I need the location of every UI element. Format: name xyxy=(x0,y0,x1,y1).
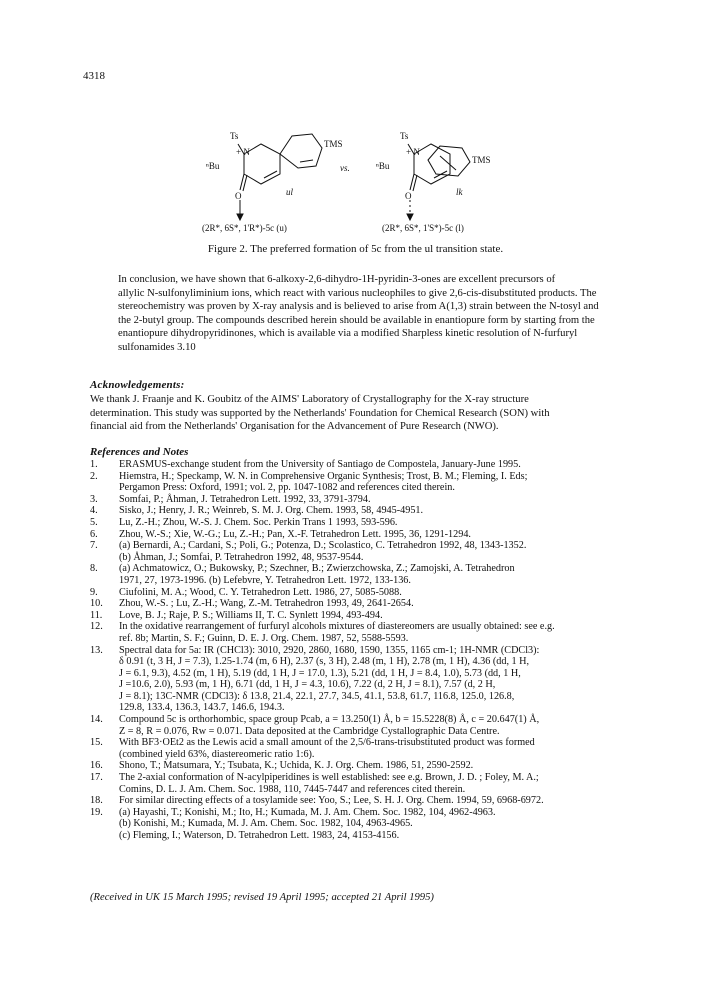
reference-line: Pergamon Press: Oxford, 1991; vol. 2, pp. 1047-1082 and references cited therein. xyxy=(119,482,455,494)
reference-text xyxy=(119,737,650,760)
reference-number: 9. xyxy=(90,586,98,598)
reference-line: ref. 8b; Martin, S. F.; Guinn, D. E. J. Org. Chem. 1987, 52, 5588-5593. xyxy=(119,632,409,644)
reference-item xyxy=(90,494,650,506)
reference-item xyxy=(90,598,650,610)
reference-text xyxy=(119,714,650,737)
reference-item xyxy=(90,795,650,807)
conclusion-line: enantiopure dihydropyridinones, which is available via a modified Sharpless kinetic resolution of N-furfuryl xyxy=(118,328,578,340)
reference-item xyxy=(90,714,650,737)
reference-text xyxy=(119,494,650,506)
figure-2-scheme xyxy=(200,116,530,236)
reference-line: Somfai, P.; Åhman, J. Tetrahedron Lett. 1992, 33, 3791-3794. xyxy=(119,493,371,505)
reference-line: 1971, 27, 1973-1996. (b) Lefebvre, Y. Tetrahedron Lett. 1972, 133-136. xyxy=(119,574,411,586)
reference-number: 3. xyxy=(90,493,98,505)
reference-text xyxy=(119,772,650,795)
reference-text xyxy=(119,505,650,517)
reference-number: 1. xyxy=(90,459,98,470)
reference-line: ERASMUS-exchange student from the University of Santiago de Compostela, January-June 1995. xyxy=(119,459,521,470)
reference-line: (a) Hayashi, T.; Konishi, M.; Ito, H.; Kumada, M. J. Am. Chem. Soc. 1982, 104, 4962-4963. xyxy=(119,806,496,818)
left-product-label: (2R*, 6S*, 1'R*)-5c (u) xyxy=(202,223,287,233)
page-number: 4318 xyxy=(83,70,105,82)
reference-item xyxy=(90,772,650,795)
acknowledgements-line: determination. This study was supported by the Netherlands' Foundation for Chemical Research (SON) with xyxy=(90,407,550,419)
reference-number: 16. xyxy=(90,760,103,772)
reference-line: Ciufolini, M. A.; Wood, C. Y. Tetrahedron Lett. 1986, 27, 5085-5088. xyxy=(119,586,402,598)
conclusion-line: stereochemistry was proven by X-ray analysis and is believed to arise from A(1,3) strain between the N-tosyl and xyxy=(118,301,599,313)
reference-text xyxy=(119,807,650,842)
reference-line: For similar directing effects of a tosylamide see: Yoo, S.; Lee, S. H. J. Org. Chem. 1994, 59, 6968-6972. xyxy=(119,795,544,807)
versus-label: vs. xyxy=(340,163,350,173)
right-tms-label: TMS xyxy=(472,155,491,165)
references-heading: References and Notes xyxy=(90,446,189,458)
reference-line: δ 0.91 (t, 3 H, J = 7.3), 1.25-1.74 (m, 6 H), 2.37 (s, 3 H), 2.48 (m, 1 H), 2.78 (m, 1 H), 4.36 (dd, 1 H, xyxy=(119,656,530,668)
reference-line: (combined yield 63%, diastereomeric ratio 1:6). xyxy=(119,748,315,760)
reference-line: (b) Åhman, J.; Somfai, P. Tetrahedron 1992, 48, 9537-9544. xyxy=(119,551,364,563)
reference-line: The 2-axial conformation of N-acylpiperidines is well established: see e.g. Brown, J. D. ; Foley, M. A.; xyxy=(119,772,539,784)
left-cyclohexene-ring xyxy=(280,134,322,168)
reference-line: Lu, Z.-H.; Zhou, W.-S. J. Chem. Soc. Perkin Trans 1 1993, 593-596. xyxy=(119,516,398,528)
reference-line: J = 6.1, 9.3), 4.52 (m, 1 H), 5.19 (dd, 1 H, J = 17.0, 1.3), 5.21 (dd, 1 H, J = 8.4, 1.0), 5.73 (dd, 1 H, xyxy=(119,667,521,679)
reference-line: With BF3·OEt2 as the Lewis acid a small amount of the 2,5/6-trans-trisubstituted product was formed xyxy=(119,737,535,749)
reference-text xyxy=(119,471,650,494)
reference-line: In the oxidative rearrangement of furfuryl alcohols mixtures of diastereomers are usually obtained: see e.g. xyxy=(119,621,555,633)
references-list xyxy=(90,459,650,842)
reference-line: (b) Konishi, M.; Kumada, M. J. Am. Chem. Soc. 1982, 104, 4963-4965. xyxy=(119,818,413,830)
reference-line: Comins, D. L. J. Am. Chem. Soc. 1988, 110, 7445-7447 and references cited therein. xyxy=(119,783,466,795)
reference-item xyxy=(90,517,650,529)
reference-item xyxy=(90,737,650,760)
right-iminium-label: + N xyxy=(406,147,420,157)
conclusion-line: the 2-butyl group. The compounds described herein should be available in enantiopure form by starting from the xyxy=(118,314,595,326)
reference-text xyxy=(119,795,650,807)
reference-text xyxy=(119,540,650,563)
reference-item xyxy=(90,807,650,842)
reference-text xyxy=(119,459,650,471)
reference-item xyxy=(90,621,650,644)
reference-item xyxy=(90,587,650,599)
reaction-scheme-drawing xyxy=(200,116,530,236)
right-cyclohexene-ring xyxy=(428,146,470,176)
reference-item xyxy=(90,563,650,586)
right-butyl-label: ⁿBu xyxy=(376,161,390,171)
reference-number: 12. xyxy=(90,621,103,633)
reference-text xyxy=(119,529,650,541)
reference-number: 14. xyxy=(90,714,103,726)
reference-line: (c) Fleming, I.; Waterson, D. Tetrahedron Lett. 1983, 24, 4153-4156. xyxy=(119,830,400,841)
reference-number: 2. xyxy=(90,470,98,482)
reference-number: 7. xyxy=(90,540,98,552)
reference-line: Love, B. J.; Raje, P. S.; Williams II, T. C. Synlett 1994, 493-494. xyxy=(119,609,383,621)
right-oxygen-label: O xyxy=(405,191,412,201)
reference-line: (a) Bernardi, A.; Cardani, S.; Poli, G.; Potenza, D.; Scolastico, C. Tetrahedron 1992, 48, 1343-1352. xyxy=(119,540,527,552)
reference-item xyxy=(90,645,650,715)
reference-text xyxy=(119,760,650,772)
acknowledgements-body xyxy=(90,393,635,434)
left-butyl-label: ⁿBu xyxy=(206,161,220,171)
reference-number: 17. xyxy=(90,772,103,784)
reference-item xyxy=(90,610,650,622)
reference-text xyxy=(119,645,650,715)
conclusion-line: allylic N-sulfonyliminium ions, which react with various nucleophiles to give 2,6-cis-disubstituted products. The xyxy=(118,287,597,299)
reference-line: J = 8.1); 13C-NMR (CDCl3): δ 13.8, 21.4, 22.1, 27.7, 34.5, 41.1, 53.8, 61.7, 116.8, 125.0, 126.8, xyxy=(119,690,515,702)
figure-caption: Figure 2. The preferred formation of 5c from the ul transition state. xyxy=(207,243,504,255)
reference-line: Compound 5c is orthorhombic, space group Pcab, a = 13.250(1) Å, b = 15.5228(8) Å, c = 20.647(1) Å, xyxy=(119,714,540,726)
reference-number: 6. xyxy=(90,528,98,540)
right-lk-label: lk xyxy=(456,187,463,197)
reference-number: 18. xyxy=(90,795,103,807)
right-tosyl-label: Ts xyxy=(400,131,409,141)
conclusion-line: In conclusion, we have shown that 6-alkoxy-2,6-dihydro-1H-pyridin-3-ones are excellent precursors of xyxy=(118,274,556,285)
reference-line: Spectral data for 5a: IR (CHCl3): 3010, 2920, 2860, 1680, 1590, 1355, 1165 cm-1; 1H-NMR (CDCl3): xyxy=(119,644,540,656)
reference-text xyxy=(119,610,650,622)
acknowledgements-heading: Acknowledgements: xyxy=(90,379,185,391)
reference-line: J =10.6, 2.0), 5.93 (m, 1 H), 6.71 (dd, 1 H, J = 4.3, 10.6), 7.22 (d, 2 H, J = 8.1), 7.57 (d, 2 H, xyxy=(119,679,496,691)
reference-text xyxy=(119,587,650,599)
reference-item xyxy=(90,529,650,541)
reference-number: 10. xyxy=(90,598,103,610)
reference-number: 11. xyxy=(90,609,103,621)
reference-line: Zhou, W.-S.; Xie, W.-G.; Lu, Z.-H.; Pan, X.-F. Tetrahedron Lett. 1995, 36, 1291-1294. xyxy=(119,528,471,540)
acknowledgements-line: We thank J. Fraanje and K. Goubitz of the AIMS' Laboratory of Crystallography for the X-ray structure xyxy=(90,394,529,405)
reference-line: Z = 8, R = 0.076, Rw = 0.071. Data deposited at the Cambridge Cystallographic Data Centre. xyxy=(119,725,500,737)
reference-item xyxy=(90,459,650,471)
left-ul-label: ul xyxy=(286,187,294,197)
acknowledgements-line: financial aid from the Netherlands' Organisation for the Advancement of Pure Research (NWO). xyxy=(90,421,499,433)
reference-text xyxy=(119,517,650,529)
reference-text xyxy=(119,563,650,586)
reference-item xyxy=(90,471,650,494)
reference-number: 15. xyxy=(90,737,103,749)
reference-number: 13. xyxy=(90,644,103,656)
reference-number: 8. xyxy=(90,563,98,575)
conclusion-paragraph xyxy=(90,273,635,355)
left-tosyl-label: Ts xyxy=(230,131,239,141)
right-product-label: (2R*, 6S*, 1'S*)-5c (l) xyxy=(382,223,464,233)
reference-text xyxy=(119,621,650,644)
reference-number: 4. xyxy=(90,505,98,517)
reference-item xyxy=(90,505,650,517)
reference-line: 129.8, 133.4, 136.3, 143.7, 146.6, 194.3. xyxy=(119,702,285,714)
reference-line: Zhou, W.-S. ; Lu, Z.-H.; Wang, Z.-M. Tetrahedron 1993, 49, 2641-2654. xyxy=(119,598,414,610)
reference-number: 5. xyxy=(90,516,98,528)
left-tms-label: TMS xyxy=(324,139,343,149)
reference-line: Shono, T.; Matsumara, Y.; Tsubata, K.; Uchida, K. J. Org. Chem. 1986, 51, 2590-2592. xyxy=(119,760,474,772)
reference-line: Hiemstra, H.; Speckamp, W. N. in Comprehensive Organic Synthesis; Trost, B. M.; Fleming, I. Eds; xyxy=(119,470,528,482)
received-dates: (Received in UK 15 March 1995; revised 19 April 1995; accepted 21 April 1995) xyxy=(90,892,434,903)
conclusion-line: sulfonamides 3.10 xyxy=(118,341,196,353)
left-iminium-label: + N xyxy=(236,147,250,157)
reference-line: Sisko, J.; Henry, J. R.; Weinreb, S. M. J. Org. Chem. 1993, 58, 4945-4951. xyxy=(119,505,424,517)
left-oxygen-label: O xyxy=(235,191,242,201)
reference-line: (a) Achmatowicz, O.; Bukowsky, P.; Szechner, B.; Zwierzchowska, Z.; Zamojski, A. Tetrahedron xyxy=(119,563,515,575)
reference-item xyxy=(90,540,650,563)
reference-text xyxy=(119,598,650,610)
reference-item xyxy=(90,760,650,772)
reference-number: 19. xyxy=(90,806,103,818)
